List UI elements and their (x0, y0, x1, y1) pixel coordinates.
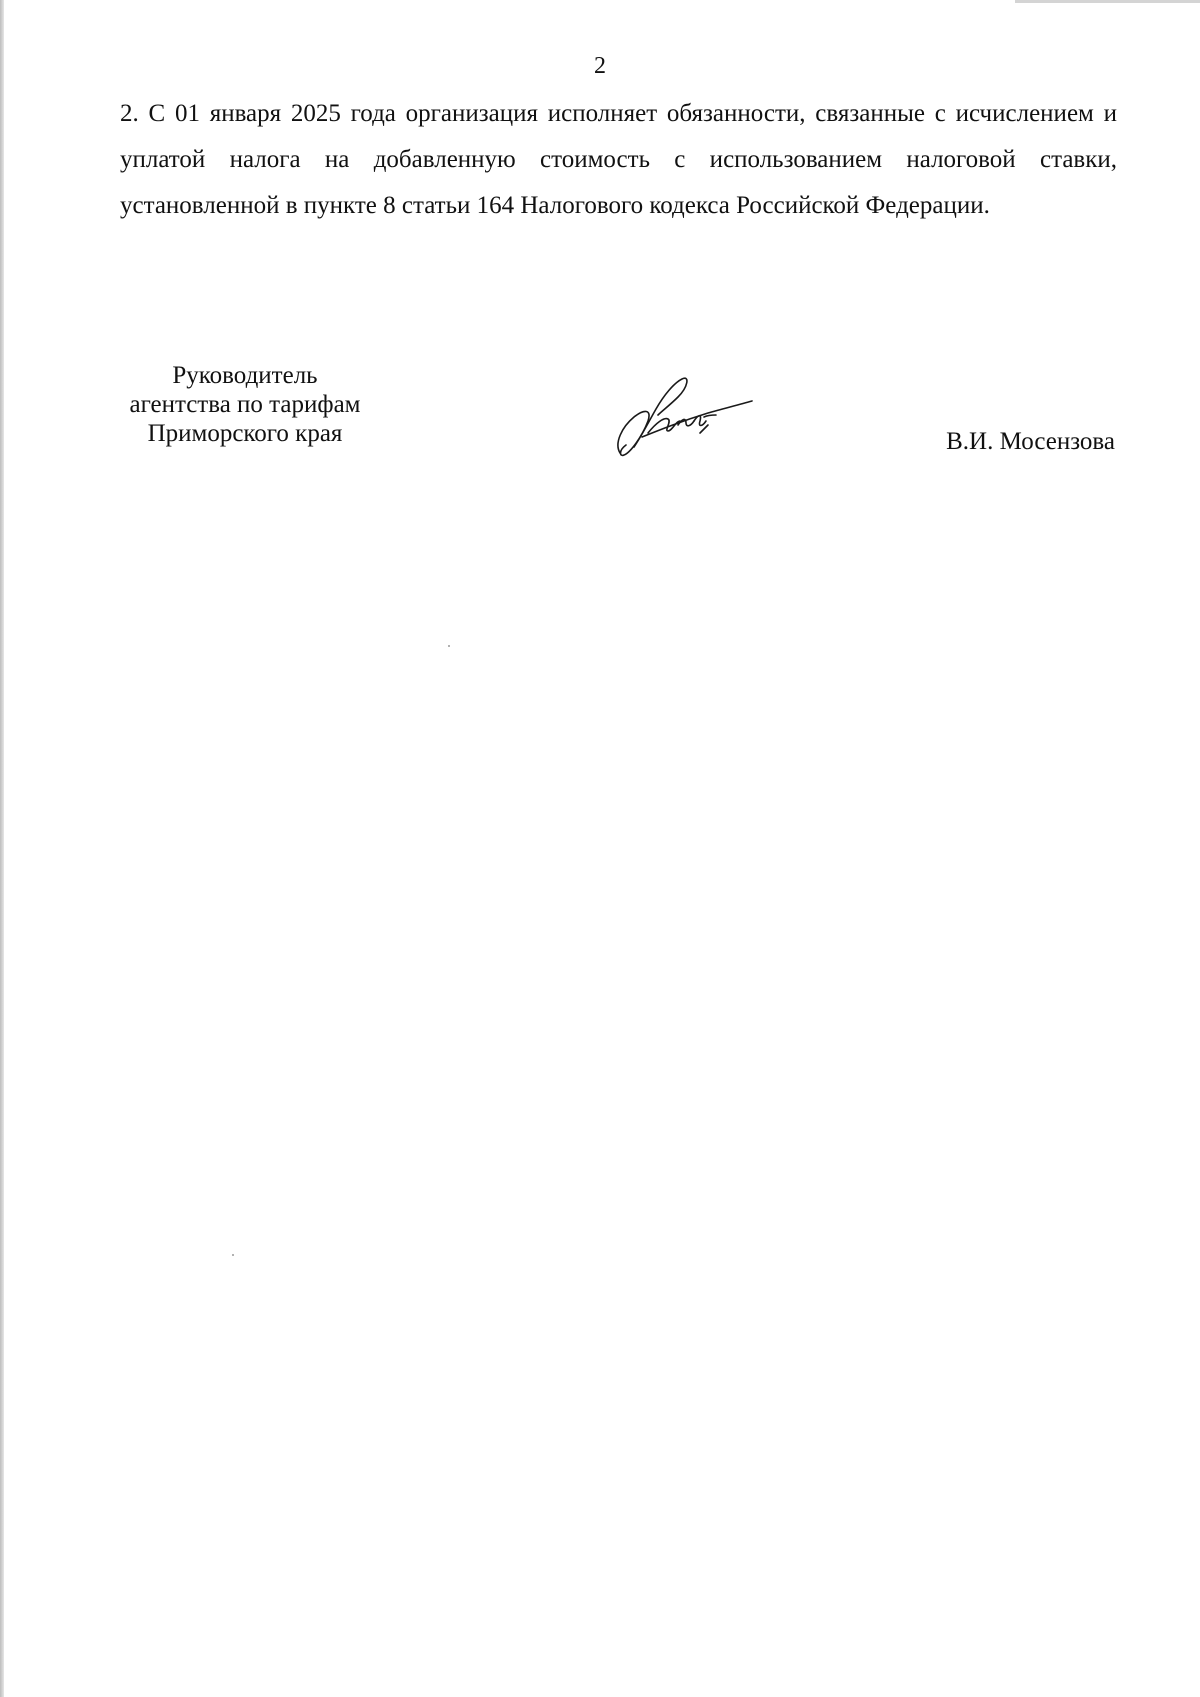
page-number: 2 (594, 53, 606, 79)
body-paragraph: 2. С 01 января 2025 года организация исполняет обязанности, связанные с исчислением и уплатой налога на добавленную стоимость с использованием налоговой ставки, установленной в пункте 8 статьи 164 Налогового кодекса Российской Федерации. (120, 100, 1117, 219)
scan-edge-top (1015, 0, 1200, 3)
position-line: Приморского края (147, 420, 343, 447)
position-line: Руководитель (172, 362, 318, 389)
handwritten-signature-icon (612, 365, 762, 465)
scan-speck (448, 645, 450, 647)
signatory-position (110, 361, 380, 448)
scan-edge-left (0, 0, 4, 1697)
scan-speck (232, 1254, 234, 1256)
position-line: агентства по тарифам (129, 391, 361, 418)
signer-name: В.И. Мосензова (946, 428, 1115, 455)
